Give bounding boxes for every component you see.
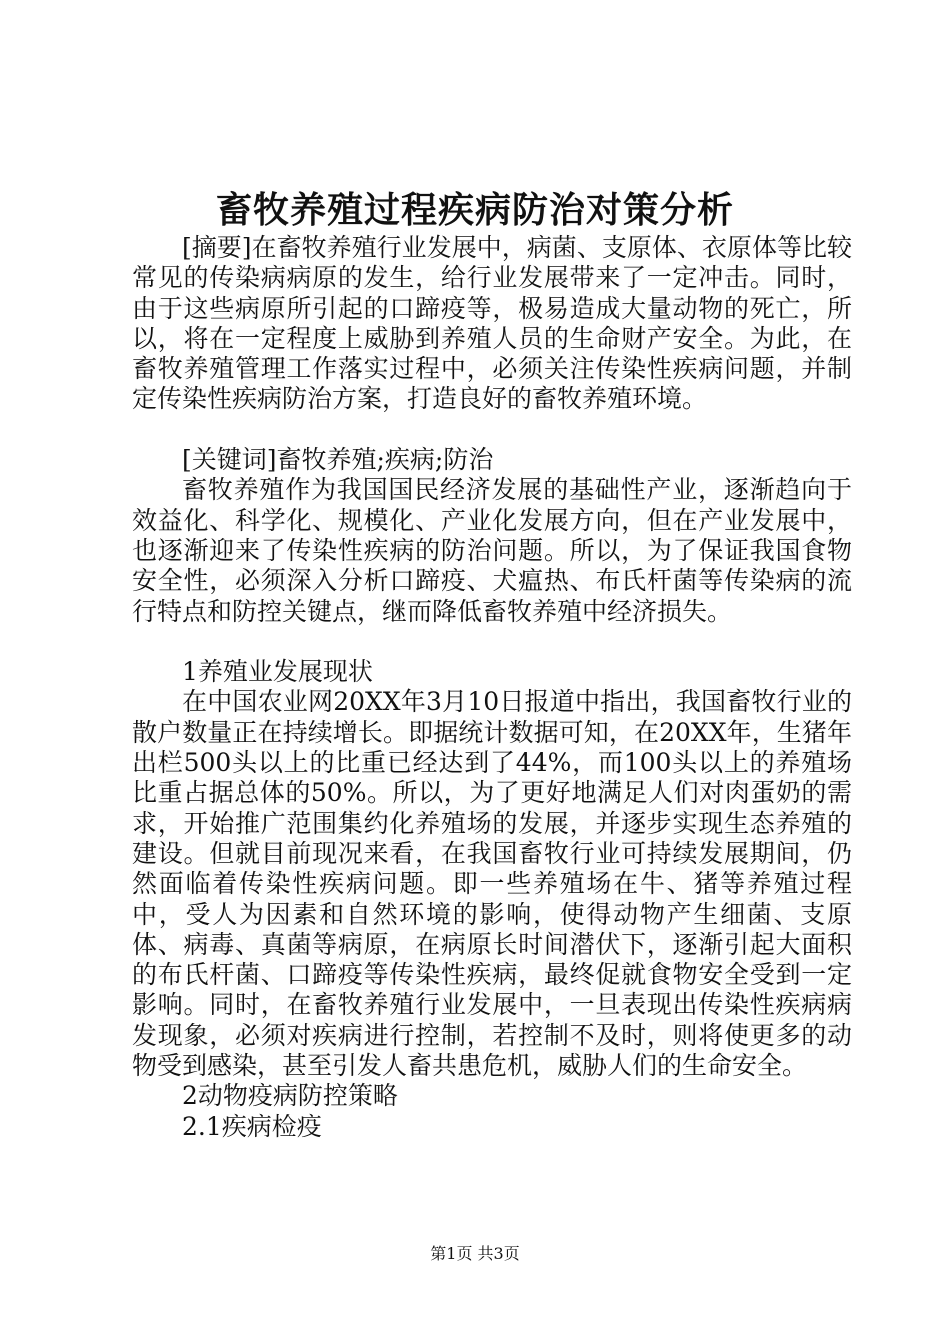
paragraph-spacer	[132, 627, 852, 657]
document-body	[132, 233, 852, 1142]
section-1-heading: 1养殖业发展现状	[182, 657, 373, 687]
paragraph-spacer	[132, 415, 852, 445]
intro-paragraph: 畜牧养殖作为我国国民经济发展的基础性产业，逐渐趋向于效益化、科学化、规模化、产业化发展方向，但在产业发展中，也逐渐迎来了传染性疾病的防治问题。所以，为了保证我国食物安全性，必须深入分析口蹄疫、犬瘟热、布氏杆菌等传染病的流行特点和防控关键点，继而降低畜牧养殖中经济损失。	[132, 475, 852, 626]
section-2-1-heading: 2.1疾病检疫	[182, 1111, 322, 1141]
abstract-paragraph: [摘要]在畜牧养殖行业发展中，病菌、支原体、衣原体等比较常见的传染病病原的发生，给行业发展带来了一定冲击。同时，由于这些病原所引起的口蹄疫等，极易造成大量动物的死亡，所以，将在一定程度上威胁到养殖人员的生命财产安全。为此，在畜牧养殖管理工作落实过程中，必须关注传染性疾病问题，并制定传染性疾病防治方案，打造良好的畜牧养殖环境。	[132, 233, 852, 414]
section-1-paragraph: 在中国农业网20XX年3月10日报道中指出，我国畜牧行业的散户数量正在持续增长。即据统计数据可知，在20XX年，生猪年出栏500头以上的比重已经达到了44%，而100头以上的养殖场比重占据总体的50%。所以，为了更好地满足人们对肉蛋奶的需求，开始推广范围集约化养殖场的发展，并逐步实现生态养殖的建设。但就目前现况来看，在我国畜牧行业可持续发展期间，仍然面临着传染性疾病问题。即一些养殖场在牛、猪等养殖过程中，受人为因素和自然环境的影响，使得动物产生细菌、支原体、病毒、真菌等病原，在病原长时间潜伏下，逐渐引起大面积的布氏杆菌、口蹄疫等传染性疾病，最终促就食物安全受到一定影响。同时，在畜牧养殖行业发展中，一旦表现出传染性疾病病发现象，必须对疾病进行控制，若控制不及时，则将使更多的动物受到感染，甚至引发人畜共患危机，威胁人们的生命安全。	[132, 687, 852, 1081]
page-title: 畜牧养殖过程疾病防治对策分析	[215, 189, 734, 231]
page-footer: 第1页 共3页	[430, 1244, 520, 1263]
keywords-paragraph: [关键词]畜牧养殖;疾病;防治	[182, 445, 494, 475]
section-2-heading: 2动物疫病防控策略	[182, 1081, 398, 1111]
